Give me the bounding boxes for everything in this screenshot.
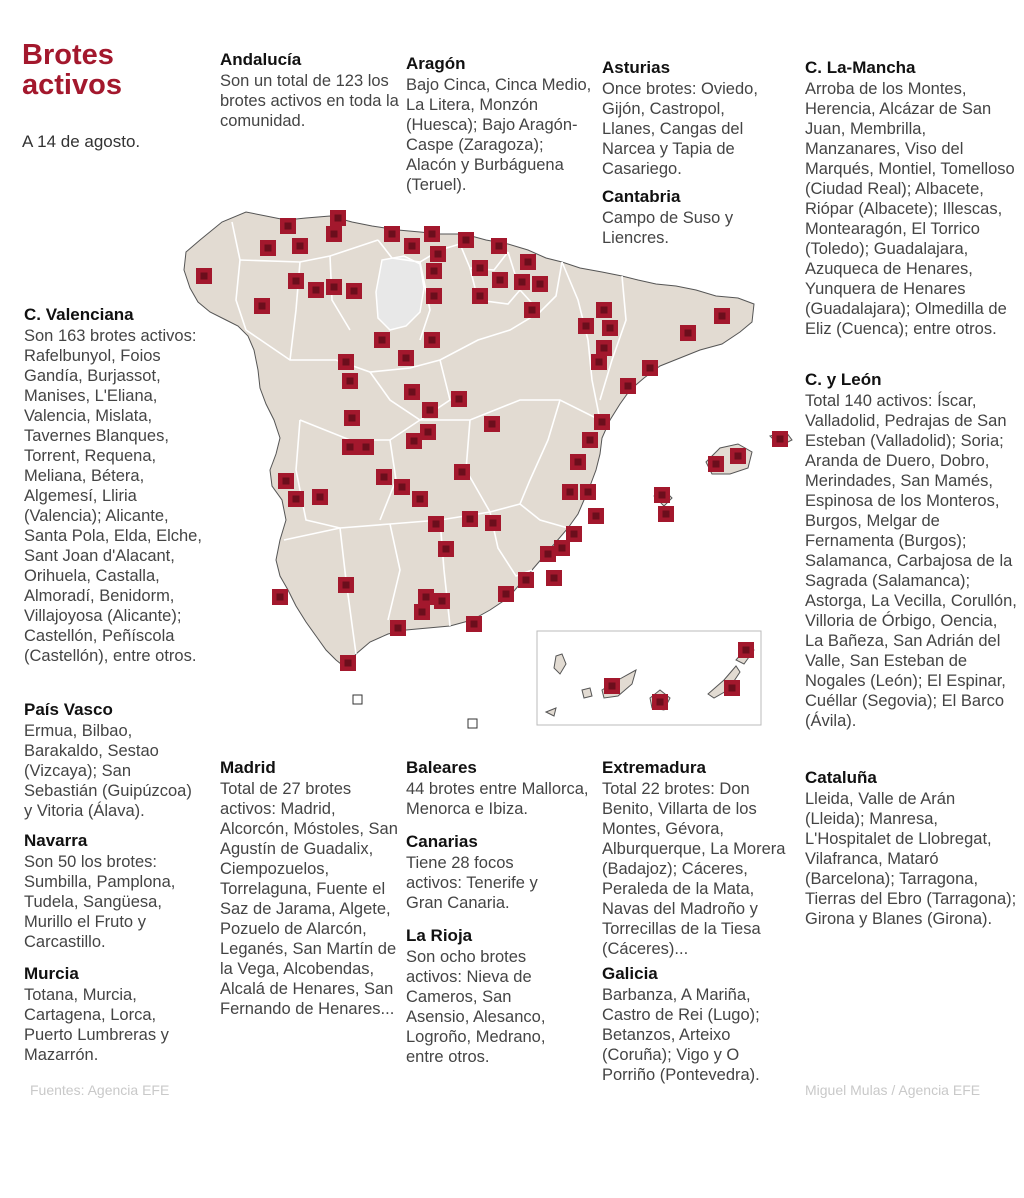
marker-inner bbox=[429, 337, 436, 344]
outbreak-marker bbox=[374, 332, 390, 348]
outbreak-marker bbox=[498, 586, 514, 602]
outbreak-marker bbox=[580, 484, 596, 500]
region-name: Murcia bbox=[24, 964, 79, 983]
outbreak-marker bbox=[520, 254, 536, 270]
outbreak-marker bbox=[428, 516, 444, 532]
region-block-cyleon bbox=[805, 370, 1017, 731]
region-name: País Vasco bbox=[24, 700, 113, 719]
marker-inner bbox=[409, 243, 416, 250]
outbreak-marker bbox=[546, 570, 562, 586]
outbreak-marker bbox=[566, 526, 582, 542]
ceuta-melilla bbox=[353, 695, 477, 728]
region-text: Son 163 brotes activos: Rafelbunyol, Foios Gandía, Burjassot, Manises, L'Eliana, Valencia, Mislata, Tavernes Blanques, Torrent, Requena, Meliana, Bétera, Algemesí, Lliria (Valencia); Alicante, Santa Pola, Elda, Elche, Sant Joan d'Alacant, Orihuela, Castalla, Almoradí, Benidorm, Villajoyosa (Alicante); Castellón, Peñíscola (Castellón), entre otros. bbox=[24, 327, 202, 665]
outbreak-marker bbox=[492, 272, 508, 288]
marker-inner bbox=[607, 325, 614, 332]
balearic-islands bbox=[654, 432, 792, 520]
marker-inner bbox=[351, 288, 358, 295]
outbreak-marker bbox=[540, 546, 556, 562]
outbreak-marker bbox=[280, 218, 296, 234]
marker-inner bbox=[647, 365, 654, 372]
source-right: Miguel Mulas / Agencia EFE bbox=[805, 1082, 981, 1098]
ceuta-box bbox=[353, 695, 362, 704]
marker-inner bbox=[419, 609, 426, 616]
outbreak-marker bbox=[514, 274, 530, 290]
marker-inner bbox=[729, 685, 736, 692]
outbreak-marker bbox=[424, 332, 440, 348]
outbreak-marker bbox=[434, 593, 450, 609]
marker-inner bbox=[523, 577, 530, 584]
marker-inner bbox=[459, 469, 466, 476]
marker-inner bbox=[347, 378, 354, 385]
marker-inner bbox=[609, 683, 616, 690]
outbreak-marker bbox=[344, 410, 360, 426]
marker-inner bbox=[601, 307, 608, 314]
region-name: Baleares bbox=[406, 758, 477, 777]
outbreak-marker bbox=[472, 260, 488, 276]
marker-inner bbox=[433, 521, 440, 528]
marker-inner bbox=[265, 245, 272, 252]
outbreak-marker bbox=[458, 232, 474, 248]
outbreak-marker bbox=[588, 508, 604, 524]
region-block-navarra bbox=[24, 831, 202, 952]
outbreak-marker bbox=[484, 416, 500, 432]
source-left: Fuentes: Agencia EFE bbox=[30, 1082, 170, 1098]
marker-inner bbox=[431, 268, 438, 275]
outbreak-marker bbox=[196, 268, 212, 284]
region-text: 44 brotes entre Mallorca, Menorca e Ibiza. bbox=[406, 780, 589, 818]
marker-inner bbox=[349, 415, 356, 422]
outbreak-marker bbox=[346, 283, 362, 299]
outbreak-marker bbox=[620, 378, 636, 394]
marker-inner bbox=[463, 237, 470, 244]
marker-inner bbox=[343, 582, 350, 589]
outbreak-marker bbox=[654, 487, 670, 503]
marker-inner bbox=[381, 474, 388, 481]
outbreak-marker bbox=[420, 424, 436, 440]
region-text: Tiene 28 focos activos: Tenerife y Gran Canaria. bbox=[406, 854, 538, 912]
marker-inner bbox=[313, 287, 320, 294]
region-block-cvalenciana bbox=[24, 305, 202, 666]
region-text: Total 22 brotes: Don Benito, Villarta de los Montes, Gévora, Alburquerque, La Morera (Badajoz); Cáceres, Peraleda de la Mata, Navas del Madroño y Torrecillas de la Tiesa (Cáceres)... bbox=[602, 780, 786, 958]
outbreak-marker bbox=[596, 340, 612, 356]
marker-inner bbox=[435, 251, 442, 258]
marker-inner bbox=[593, 513, 600, 520]
region-block-paisvasco bbox=[24, 700, 202, 821]
region-block-andalucia bbox=[220, 50, 410, 131]
outbreak-marker bbox=[582, 432, 598, 448]
melilla-box bbox=[468, 719, 477, 728]
outbreak-marker bbox=[412, 491, 428, 507]
outbreak-marker bbox=[278, 473, 294, 489]
marker-inner bbox=[317, 494, 324, 501]
marker-inner bbox=[545, 551, 552, 558]
marker-inner bbox=[285, 223, 292, 230]
outbreak-marker bbox=[404, 384, 420, 400]
outbreak-marker bbox=[708, 456, 724, 472]
outbreak-marker bbox=[642, 360, 658, 376]
region-text: Bajo Cinca, Cinca Medio, La Litera, Monzón (Huesca); Bajo Aragón-Caspe (Zaragoza); Alacón y Burbáguena (Teruel). bbox=[406, 76, 592, 194]
region-text: Arroba de los Montes, Herencia, Alcázar de San Juan, Membrilla, Manzanares, Viso del Marqués, Montiel, Tomelloso (Ciudad Real); Albacete, Riópar (Albacete); Illescas, Montearagón, El Torrico (Toledo); Guadalajara, Azuqueca de Henares, Yunquera de Henares (Guadalajara); Olmedilla de Eliz (Cuenca); entre otros. bbox=[805, 80, 1015, 338]
region-text: Total de 27 brotes activos: Madrid, Alcorcón, Móstoles, San Agustín de Guadalix, Ciempozuelos, Torrelaguna, Fuente el Saz de Jarama, Algete, Pozuelo de Alarcón, Leganés, San Martín de la Vega, Alcobendas, Alcalá de Henares, San Fernando de Henares... bbox=[220, 780, 398, 1018]
marker-inner bbox=[345, 660, 352, 667]
outbreak-marker bbox=[292, 238, 308, 254]
marker-inner bbox=[777, 436, 784, 443]
region-name: Madrid bbox=[220, 758, 276, 777]
marker-inner bbox=[331, 284, 338, 291]
canary-inset bbox=[537, 631, 761, 725]
marker-inner bbox=[283, 478, 290, 485]
marker-inner bbox=[379, 337, 386, 344]
outbreak-marker bbox=[326, 279, 342, 295]
region-text: Campo de Suso y Liencres. bbox=[602, 209, 734, 247]
date-label: A 14 de agosto. bbox=[22, 132, 141, 151]
outbreak-marker bbox=[554, 540, 570, 556]
region-text: Son ocho brotes activos: Nieva de Cameros, San Asensio, Alesanco, Logroño, Medrano, entre otros. bbox=[406, 948, 546, 1066]
marker-inner bbox=[713, 461, 720, 468]
outbreak-marker bbox=[680, 325, 696, 341]
outbreak-marker bbox=[342, 373, 358, 389]
marker-inner bbox=[403, 355, 410, 362]
region-block-baleares bbox=[406, 758, 592, 819]
marker-inner bbox=[347, 444, 354, 451]
page-title: Brotes activos bbox=[22, 39, 122, 101]
region-block-murcia bbox=[24, 964, 202, 1065]
marker-inner bbox=[575, 459, 582, 466]
outbreak-marker bbox=[652, 694, 668, 710]
marker-inner bbox=[471, 621, 478, 628]
marker-inner bbox=[297, 243, 304, 250]
outbreak-marker bbox=[562, 484, 578, 500]
outbreak-marker bbox=[308, 282, 324, 298]
outbreak-marker bbox=[596, 302, 612, 318]
outbreak-marker bbox=[338, 354, 354, 370]
region-name: Cantabria bbox=[602, 187, 681, 206]
outbreak-marker bbox=[330, 210, 346, 226]
outbreak-marker bbox=[426, 288, 442, 304]
region-block-galicia bbox=[602, 964, 777, 1085]
mainland bbox=[184, 212, 754, 668]
marker-inner bbox=[551, 575, 558, 582]
marker-inner bbox=[477, 265, 484, 272]
marker-inner bbox=[657, 699, 664, 706]
outbreak-marker bbox=[604, 678, 620, 694]
marker-inner bbox=[663, 511, 670, 518]
outbreak-marker bbox=[312, 489, 328, 505]
outbreak-marker bbox=[485, 515, 501, 531]
marker-inner bbox=[439, 598, 446, 605]
region-name: Navarra bbox=[24, 831, 88, 850]
marker-inner bbox=[425, 429, 432, 436]
marker-inner bbox=[585, 489, 592, 496]
outbreak-marker bbox=[772, 431, 788, 447]
marker-inner bbox=[427, 407, 434, 414]
outbreak-marker bbox=[394, 479, 410, 495]
marker-inner bbox=[417, 496, 424, 503]
marker-inner bbox=[456, 396, 463, 403]
region-text: Once brotes: Oviedo, Gijón, Castropol, Llanes, Cangas del Narcea y Tapia de Casariego. bbox=[602, 80, 758, 178]
outbreak-marker bbox=[454, 464, 470, 480]
marker-inner bbox=[529, 307, 536, 314]
outbreak-marker bbox=[438, 541, 454, 557]
marker-inner bbox=[363, 444, 370, 451]
region-text: Son 50 los brotes: Sumbilla, Pamplona, Tudela, Sangüesa, Murillo el Fruto y Carcastillo. bbox=[24, 853, 176, 951]
outbreak-marker bbox=[404, 238, 420, 254]
outbreak-marker bbox=[430, 246, 446, 262]
outbreak-marker bbox=[714, 308, 730, 324]
outbreak-marker bbox=[730, 448, 746, 464]
marker-inner bbox=[293, 278, 300, 285]
marker-inner bbox=[559, 545, 566, 552]
region-name: Andalucía bbox=[220, 50, 302, 69]
region-name: Canarias bbox=[406, 832, 478, 851]
marker-inner bbox=[743, 647, 750, 654]
outbreak-marker bbox=[602, 320, 618, 336]
outbreak-marker bbox=[338, 577, 354, 593]
region-block-canarias bbox=[406, 832, 566, 913]
marker-inner bbox=[477, 293, 484, 300]
marker-inner bbox=[395, 625, 402, 632]
marker-inner bbox=[399, 484, 406, 491]
outbreak-marker bbox=[398, 350, 414, 366]
region-text: Barbanza, A Mariña, Castro de Rei (Lugo); Betanzos, Arteixo (Coruña); Vigo y O Porriño (Pontevedra). bbox=[602, 986, 760, 1084]
region-name: Cataluña bbox=[805, 768, 877, 787]
marker-inner bbox=[596, 359, 603, 366]
outbreak-marker bbox=[288, 273, 304, 289]
marker-inner bbox=[343, 359, 350, 366]
marker-inner bbox=[201, 273, 208, 280]
outbreak-marker bbox=[414, 604, 430, 620]
region-block-aragon bbox=[406, 54, 596, 195]
outbreak-marker bbox=[406, 433, 422, 449]
region-block-madrid bbox=[220, 758, 398, 1019]
outbreak-marker bbox=[594, 414, 610, 430]
marker-inner bbox=[497, 277, 504, 284]
marker-inner bbox=[587, 437, 594, 444]
marker-inner bbox=[429, 231, 436, 238]
region-name: Extremadura bbox=[602, 758, 706, 777]
marker-inner bbox=[525, 259, 532, 266]
marker-inner bbox=[293, 496, 300, 503]
outbreak-marker bbox=[260, 240, 276, 256]
marker-inner bbox=[735, 453, 742, 460]
outbreak-marker bbox=[491, 238, 507, 254]
marker-inner bbox=[685, 330, 692, 337]
region-block-extremadura bbox=[602, 758, 792, 959]
outbreak-marker bbox=[384, 226, 400, 242]
marker-inner bbox=[409, 389, 416, 396]
marker-inner bbox=[335, 215, 342, 222]
marker-inner bbox=[259, 303, 266, 310]
outbreak-marker bbox=[532, 276, 548, 292]
marker-inner bbox=[331, 231, 338, 238]
marker-inner bbox=[489, 421, 496, 428]
outbreak-marker bbox=[724, 680, 740, 696]
marker-inner bbox=[431, 293, 438, 300]
outbreak-marker bbox=[326, 226, 342, 242]
marker-inner bbox=[659, 492, 666, 499]
outbreak-marker bbox=[518, 572, 534, 588]
marker-inner bbox=[277, 594, 284, 601]
la-gomera-shape bbox=[582, 688, 592, 698]
region-name: Galicia bbox=[602, 964, 658, 983]
marker-inner bbox=[423, 594, 430, 601]
outbreak-marker bbox=[738, 642, 754, 658]
marker-inner bbox=[519, 279, 526, 286]
marker-inner bbox=[583, 323, 590, 330]
region-name: C. Valenciana bbox=[24, 305, 134, 324]
marker-inner bbox=[601, 345, 608, 352]
marker-inner bbox=[567, 489, 574, 496]
marker-inner bbox=[719, 313, 726, 320]
marker-inner bbox=[389, 231, 396, 238]
outbreak-marker bbox=[358, 439, 374, 455]
outbreak-marker bbox=[570, 454, 586, 470]
outbreak-marker bbox=[472, 288, 488, 304]
outbreak-marker bbox=[426, 263, 442, 279]
outbreak-marker bbox=[466, 616, 482, 632]
region-block-larioja bbox=[406, 926, 566, 1067]
region-name: Asturias bbox=[602, 58, 671, 77]
outbreak-marker bbox=[591, 354, 607, 370]
outbreak-marker bbox=[418, 589, 434, 605]
marker-inner bbox=[625, 383, 632, 390]
region-text: Lleida, Valle de Arán (Lleida); Manresa, L'Hospitalet de Llobregat, Vilafranca, Mataró (Barcelona); Tarragona, Tierras del Ebro (Tarragona); Girona y Blanes (Girona). bbox=[805, 790, 1017, 928]
outbreak-marker bbox=[376, 469, 392, 485]
outbreak-marker bbox=[424, 226, 440, 242]
region-name: La Rioja bbox=[406, 926, 473, 945]
region-text: Totana, Murcia, Cartagena, Lorca, Puerto Lumbreras y Mazarrón. bbox=[24, 986, 169, 1064]
outbreak-marker bbox=[462, 511, 478, 527]
marker-inner bbox=[503, 591, 510, 598]
marker-inner bbox=[490, 520, 497, 527]
marker-inner bbox=[411, 438, 418, 445]
outbreak-marker bbox=[451, 391, 467, 407]
outbreak-marker bbox=[342, 439, 358, 455]
outbreak-marker bbox=[390, 620, 406, 636]
marker-inner bbox=[496, 243, 503, 250]
region-block-clamancha bbox=[805, 58, 1017, 339]
marker-inner bbox=[537, 281, 544, 288]
region-text: Ermua, Bilbao, Barakaldo, Sestao (Vizcaya); San Sebastián (Guipúzcoa) y Vitoria (Álava). bbox=[24, 722, 192, 820]
outbreak-marker bbox=[272, 589, 288, 605]
outbreak-marker bbox=[254, 298, 270, 314]
outbreak-marker bbox=[422, 402, 438, 418]
outbreak-marker bbox=[288, 491, 304, 507]
outbreak-marker bbox=[340, 655, 356, 671]
outbreak-marker bbox=[578, 318, 594, 334]
region-text: Son un total de 123 los brotes activos en toda la comunidad. bbox=[220, 72, 399, 130]
region-name: C. La-Mancha bbox=[805, 58, 916, 77]
outbreak-marker bbox=[524, 302, 540, 318]
region-text: Total 140 activos: Íscar, Valladolid, Pedrajas de San Esteban (Valladolid); Soria; Aranda de Duero, Dobro, Merindades, San Mamés, Espinosa de los Monteros, Burgos, Melgar de Fernamenta (Burgos); Salamanca, Carbajosa de la Sagrada (Salamanca); Astorga, La Vecilla, Corullón, Villoria de Órbigo, Oencia, La Bañeza, San Adrián del Valle, San Esteban de Nogales (León); El Espinar, Cuéllar (Segovia); El Barco (Ávila). bbox=[805, 392, 1017, 730]
region-block-cantabria bbox=[602, 187, 767, 248]
marker-inner bbox=[443, 546, 450, 553]
marker-inner bbox=[571, 531, 578, 538]
region-name: Aragón bbox=[406, 54, 466, 73]
region-name: C. y León bbox=[805, 370, 882, 389]
marker-inner bbox=[467, 516, 474, 523]
outbreak-marker bbox=[658, 506, 674, 522]
region-block-cataluna bbox=[805, 768, 1017, 929]
region-block-asturias bbox=[602, 58, 767, 179]
marker-inner bbox=[599, 419, 606, 426]
